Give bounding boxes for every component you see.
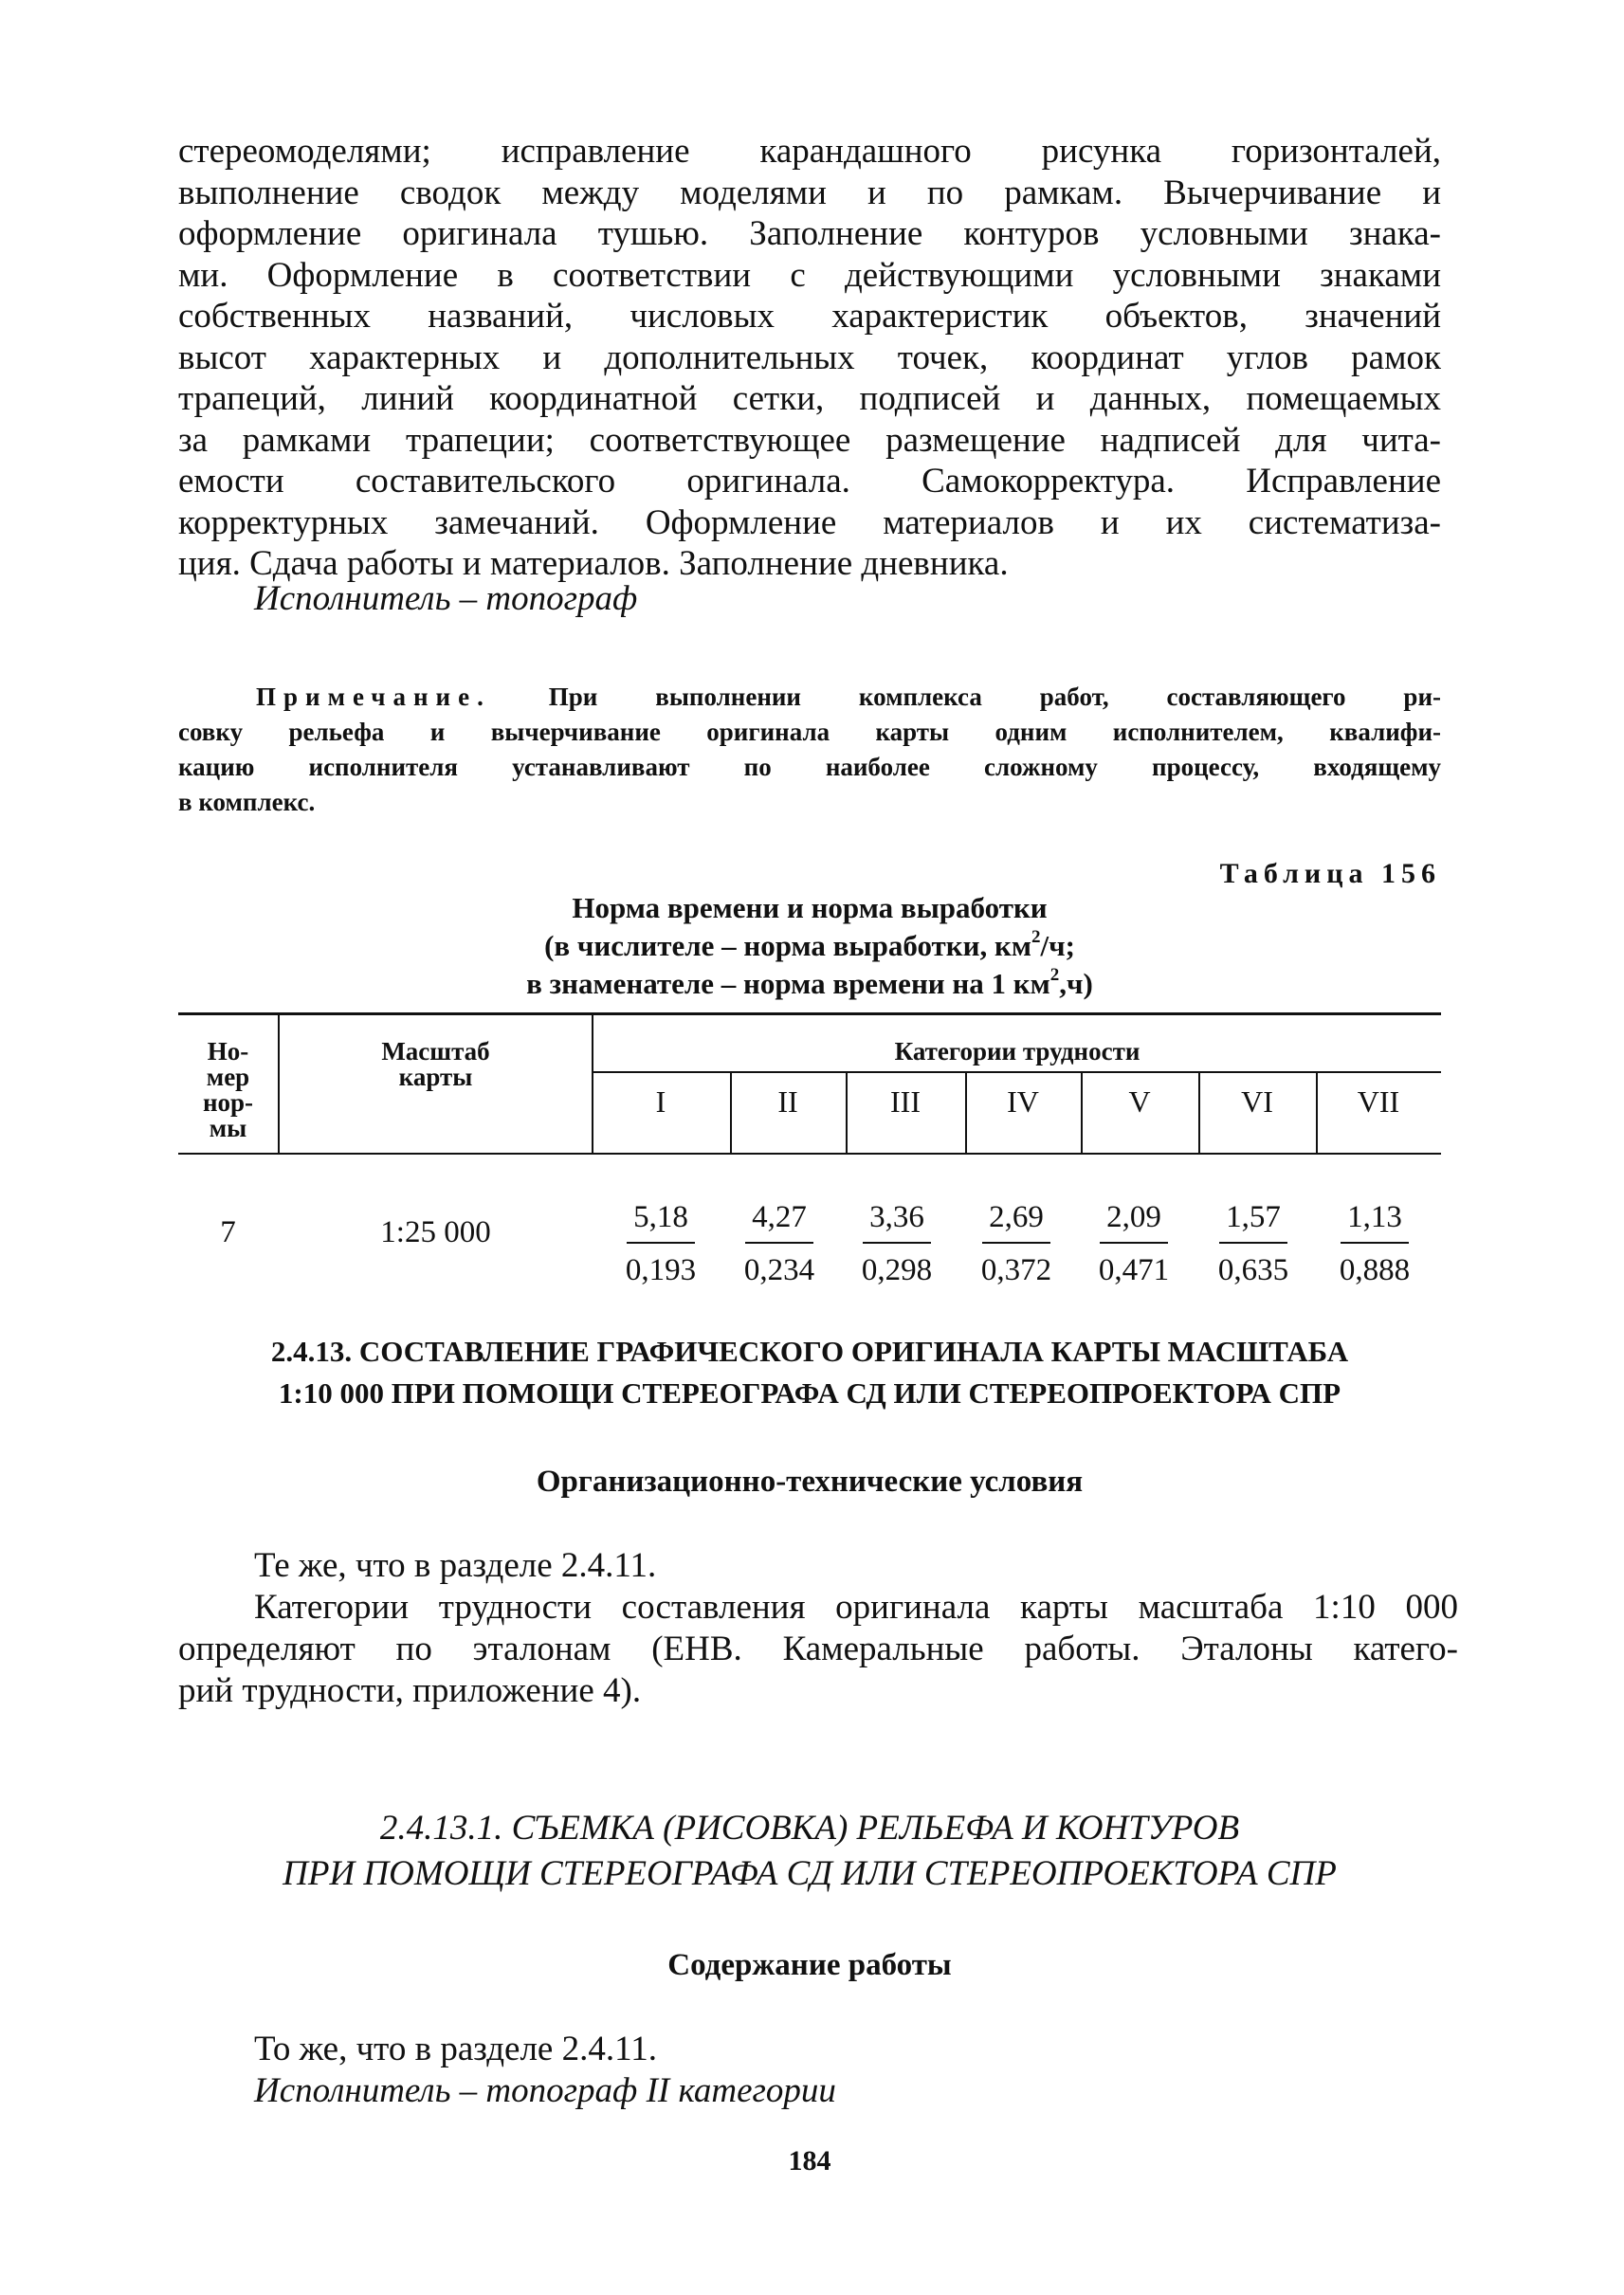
category-header: V: [1128, 1084, 1151, 1119]
text-line: за рамками трапеции; соответствующее размещение надписей для чита-: [178, 420, 1441, 460]
section-heading-line: 1:10 000 ПРИ ПОМОЩИ СТЕРЕОГРАФА СД ИЛИ СТЕРЕОПРОЕКТОРА СПР: [278, 1376, 1341, 1410]
value-fraction: 4,27 0,234: [743, 1200, 815, 1287]
subsection-heading-line: 2.4.13.1. СЪЕМКА (РИСОВКА) РЕЛЬЕФА И КОНТУРОВ: [379, 1809, 1240, 1848]
text-line: оформление оригинала тушью. Заполнение контуров условными знака-: [178, 214, 1441, 253]
row-scale: 1:25 000: [380, 1215, 491, 1249]
table-title-line: (в числителе – норма выработки, $км^2/ч$;: [544, 927, 1075, 962]
table-header-rule: [178, 1153, 1441, 1155]
section-subheading: Организационно-технические условия: [536, 1465, 1084, 1499]
note-line: [178, 680, 1441, 715]
subsection-heading: [178, 1806, 1441, 1897]
category-header: VI: [1241, 1084, 1273, 1119]
table-title: [178, 889, 1441, 1003]
value-fraction: 1,57 0,635: [1217, 1200, 1289, 1287]
section-paragraph: [178, 1545, 1458, 1712]
text-line: ция. Сдача работы и материалов. Заполнение дневника.: [178, 544, 1009, 583]
executor-line: Исполнитель – топограф: [254, 579, 638, 618]
note-line: кацию исполнителя устанавливают по наиболее сложному процессу, входящему: [178, 753, 1441, 781]
text-line: стереомоделями; исправление карандашного рисунка горизонталей,: [178, 132, 1441, 171]
text-line: Те же, что в разделе 2.4.11.: [254, 1546, 657, 1585]
row-number: 7: [220, 1215, 236, 1249]
subsection-paragraph: [254, 2029, 1392, 2112]
table-title-line: в знаменателе – норма времени на 1 $км^2,ч$): [526, 965, 1093, 1000]
table-cat-rule: [592, 1071, 1441, 1073]
text-line: То же, что в разделе 2.4.11.: [254, 2030, 657, 2068]
category-header: IV: [1007, 1084, 1039, 1119]
category-header: II: [777, 1084, 798, 1119]
table-col-rule: [1198, 1071, 1200, 1153]
text-line: ми. Оформление в соответствии с действующими условными знаками: [178, 255, 1441, 295]
table-col-rule: [965, 1071, 967, 1153]
category-header: I: [655, 1084, 666, 1119]
text-line: определяют по эталонам (ЕНВ. Камеральные работы. Эталоны катего-: [178, 1630, 1458, 1668]
value-fraction: 2,69 0,372: [980, 1200, 1052, 1287]
category-header: III: [890, 1084, 921, 1119]
note-paragraph: [178, 680, 1441, 820]
table-col-rule: [730, 1071, 732, 1153]
text-line: емости составительского оригинала. Самокорректура. Исправление: [178, 462, 1441, 501]
note-line: совку рельефа и вычерчивание оригинала карты одним исполнителем, квалифи-: [178, 718, 1441, 746]
subsection-heading-line: ПРИ ПОМОЩИ СТЕРЕОГРАФА СД ИЛИ СТЕРЕОПРОЕКТОРА СПР: [283, 1854, 1337, 1893]
text-line: Категории трудности составления оригинала карты масштаба 1:10 000: [254, 1588, 1458, 1627]
text-line: собственных названий, числовых характеристик объектов, значений: [178, 297, 1441, 336]
table-col-rule: [592, 1012, 593, 1153]
text-line: рий трудности, приложение 4).: [178, 1671, 642, 1710]
category-header: VII: [1357, 1084, 1400, 1119]
header-norm-number: Но- мер нор- мы: [202, 1037, 254, 1142]
value-fraction: 2,09 0,471: [1098, 1200, 1170, 1287]
value-fraction: 5,18 0,193: [625, 1200, 697, 1287]
section-heading-line: 2.4.13. СОСТАВЛЕНИЕ ГРАФИЧЕСКОГО ОРИГИНАЛА КАРТЫ МАСШТАБА: [270, 1335, 1349, 1368]
text-line: трапеций, линий координатной сетки, подписей и данных, помещаемых: [178, 379, 1441, 418]
note-text: При выполнении комплекса работ, составляющего ри-: [548, 683, 1442, 711]
subsection-subheading: Содержание работы: [667, 1948, 952, 1982]
page-number: 184: [788, 2145, 831, 2177]
header-categories: Категории трудности: [894, 1037, 1140, 1066]
text-line: выполнение сводок между моделями и по рамкам. Вычерчивание и: [178, 173, 1441, 212]
table-col-rule: [846, 1071, 848, 1153]
table-label: Таблица 156: [1219, 858, 1441, 889]
intro-paragraph: [178, 131, 1441, 585]
value-fraction: 3,36 0,298: [861, 1200, 933, 1287]
header-scale: Масштаб карты: [381, 1037, 490, 1091]
note-label: Примечание.: [256, 683, 491, 711]
note-line: в комплекс.: [178, 788, 316, 816]
text-line: корректурных замечаний. Оформление материалов и их систематиза-: [178, 502, 1441, 542]
norm-table: [178, 1012, 1441, 1297]
table-col-rule: [1316, 1071, 1318, 1153]
executor-line: Исполнитель – топограф II категории: [254, 2071, 836, 2110]
table-top-rule: [178, 1012, 1441, 1015]
value-fraction: 1,13 0,888: [1339, 1200, 1411, 1287]
table-title-line: Норма времени и норма выработки: [572, 891, 1048, 924]
section-heading: [178, 1331, 1441, 1414]
table-col-rule: [1081, 1071, 1083, 1153]
text-line: высот характерных и дополнительных точек, координат углов рамок: [178, 337, 1441, 377]
